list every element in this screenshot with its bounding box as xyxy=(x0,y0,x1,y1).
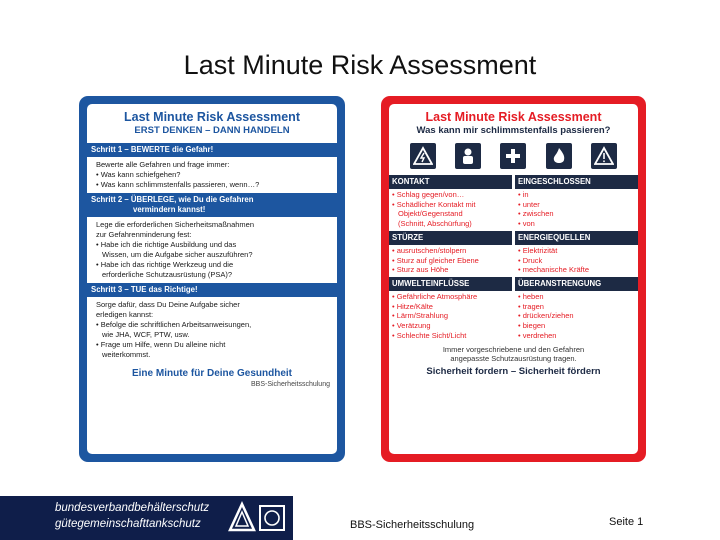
step2-header-line: vermindern kannst! xyxy=(133,205,206,214)
red-risk-card xyxy=(381,96,646,462)
list-item: • zwischen xyxy=(518,209,554,219)
fire-icon xyxy=(546,143,572,169)
step3-line: • Frage um Hilfe, wenn Du alleine nicht xyxy=(96,340,226,349)
header-eingeschlossen: EINGESCHLOSSEN xyxy=(515,175,638,189)
ppe-note-line: angepasste Schutzausrüstung tragen. xyxy=(450,354,577,364)
header-stuerze: STÜRZE xyxy=(389,231,512,245)
energie-list xyxy=(515,245,638,277)
step3-line: • Befolge die schriftlichen Arbeitsanweisungen, xyxy=(96,320,252,329)
worker-ppe-icon xyxy=(455,143,481,169)
first-aid-icon xyxy=(500,143,526,169)
step1-line: Bewerte alle Gefahren und frage immer: xyxy=(96,160,230,169)
list-item: Objekt/Gegenstand xyxy=(398,209,463,219)
step3-line: wie JHA, WCF, PTW, usw. xyxy=(102,330,190,339)
header-ueberanstrengung: ÜBERANSTRENGUNG xyxy=(515,277,638,291)
page-number: Seite 1 xyxy=(609,516,644,528)
bbs-logo-icon xyxy=(228,500,288,536)
list-item: • heben xyxy=(518,291,544,301)
step2-body xyxy=(94,220,330,280)
step1-header: Schritt 1 – BEWERTE die Gefahr! xyxy=(87,143,337,157)
header-umwelteinfluesse: UMWELTEINFLÜSSE xyxy=(389,277,512,291)
blue-card-subtitle: ERST DENKEN – DANN HANDELN xyxy=(134,125,290,136)
ueber-list xyxy=(515,291,638,343)
list-item: • Sturz auf gleicher Ebene xyxy=(392,255,479,265)
footer-center-text: BBS-Sicherheitsschulung xyxy=(350,519,475,531)
slide-title: Last Minute Risk Assessment xyxy=(183,50,537,80)
hazard-icons xyxy=(400,143,627,169)
blue-card-small: BBS-Sicherheitsschulung xyxy=(251,381,330,388)
list-item: • drücken/ziehen xyxy=(518,311,574,321)
blue-card-tagline: Eine Minute für Deine Gesundheit xyxy=(131,368,292,379)
list-item: • Sturz aus Höhe xyxy=(392,265,449,275)
step3-line: erledigen kannst: xyxy=(96,310,154,319)
logo-bar xyxy=(0,496,293,540)
step2-line: Wissen, um die Aufgabe sicher auszuführen? xyxy=(102,250,253,259)
step2-header-line: Schritt 2 – ÜBERLEGE, wie Du die Gefahren xyxy=(91,195,254,204)
step2-line: Lege die erforderlichen Sicherheitsmaßnahmen xyxy=(96,220,255,229)
list-item: • Schlechte Sicht/Licht xyxy=(392,330,467,340)
step2-header xyxy=(87,193,337,217)
red-card-title: Last Minute Risk Assessment xyxy=(425,110,602,124)
list-item: • Gefährliche Atmosphäre xyxy=(392,291,478,301)
list-item: • Lärm/Strahlung xyxy=(392,311,448,321)
red-card-footer: Sicherheit fordern – Sicherheit fördern xyxy=(426,366,601,378)
list-item: • ausrutschen/stolpern xyxy=(392,245,467,255)
ppe-note-line: Immer vorgeschriebene und den Gefahren xyxy=(442,345,585,355)
step3-header: Schritt 3 – TUE das Richtige! xyxy=(87,283,337,297)
header-energiequellen: ENERGIEQUELLEN xyxy=(515,231,638,245)
list-item: • verdrehen xyxy=(518,330,557,340)
step3-line: weiterkommst. xyxy=(102,350,151,359)
list-item: • mechanische Kräfte xyxy=(518,265,589,275)
step2-line: • Habe ich die richtige Ausbildung und das xyxy=(96,240,237,249)
step2-line: zur Gefahrenminderung fest: xyxy=(96,230,192,239)
list-item: • von xyxy=(518,219,535,229)
list-item: • in xyxy=(518,190,529,199)
list-item: • Verätzung xyxy=(392,321,431,331)
red-card-subtitle: Was kann mir schlimmstenfalls passieren? xyxy=(416,125,611,136)
list-item: • Elektrizität xyxy=(518,245,558,255)
list-item: • unter xyxy=(518,199,540,209)
kontakt-list xyxy=(389,189,512,231)
step1-body xyxy=(94,160,330,190)
umwelt-list xyxy=(389,291,512,343)
step1-line: • Was kann schlimmstenfalls passieren, wenn…? xyxy=(96,180,260,189)
stuerze-list xyxy=(389,245,512,277)
blue-card-title: Last Minute Risk Assessment xyxy=(124,110,300,124)
step3-body xyxy=(94,300,330,360)
list-item: • Druck xyxy=(518,255,543,265)
electric-hazard-icon xyxy=(410,143,436,169)
list-item: • biegen xyxy=(518,321,546,331)
list-item: • Schädlicher Kontakt mit xyxy=(392,199,476,209)
step2-line: erforderliche Schutzausrüstung (PSA)? xyxy=(102,270,233,279)
step2-line: • Habe ich das richtige Werkzeug und die xyxy=(96,260,234,269)
list-item: • Hitze/Kälte xyxy=(392,301,433,311)
step1-line: • Was kann schiefgehen? xyxy=(96,170,181,179)
eingeschlossen-list xyxy=(515,189,638,231)
header-kontakt: KONTAKT xyxy=(389,175,512,189)
list-item: • Schlag gegen/von… xyxy=(392,190,465,199)
logo-text-line2: gütegemeinschafttankschutz xyxy=(55,518,201,530)
ppe-note xyxy=(396,345,631,363)
step3-line: Sorge dafür, dass Du Deine Aufgabe sicher xyxy=(96,300,240,309)
warning-icon xyxy=(591,143,617,169)
logo-text-line1: bundesverbandbehälterschutz xyxy=(55,502,210,514)
list-item: • tragen xyxy=(518,301,544,311)
blue-risk-card xyxy=(79,96,345,462)
list-item: (Schnitt, Abschürfung) xyxy=(398,219,472,229)
hazard-grid xyxy=(389,175,638,342)
